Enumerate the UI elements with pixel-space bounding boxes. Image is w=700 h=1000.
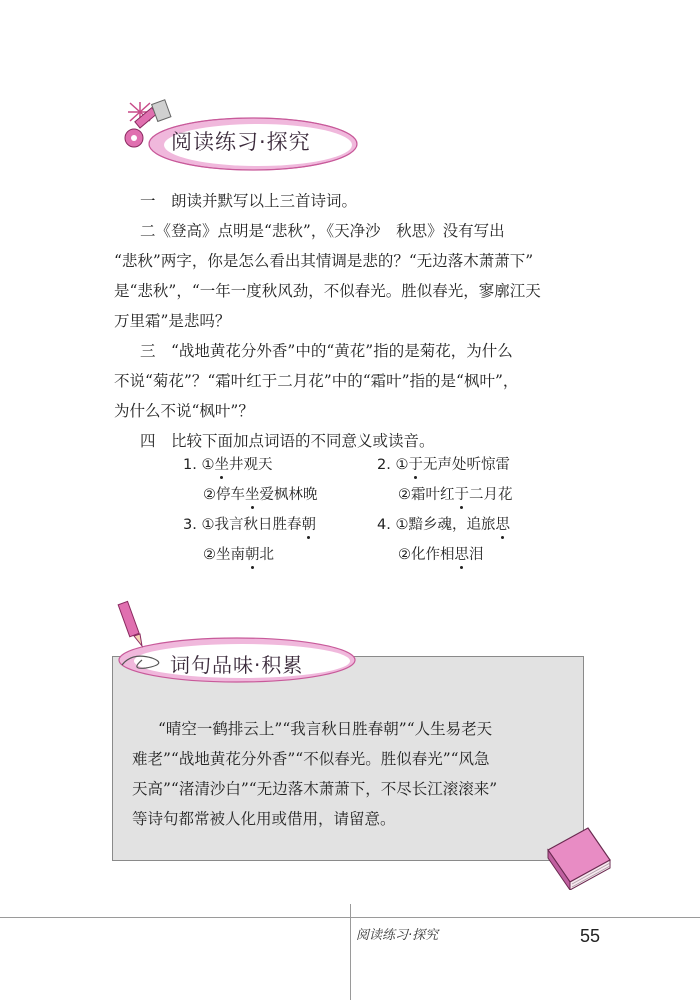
vocab-item-4-a (377, 513, 510, 534)
section-title-reading: 阅读练习·探究 (171, 130, 311, 154)
vocab-item-1-a (183, 453, 272, 474)
dotted-char: 思 (495, 513, 510, 534)
dotted-char: 于 (408, 453, 423, 474)
vocab-item-3-a (183, 513, 316, 534)
vocab-number: 2. (377, 457, 391, 473)
question-4: 四 比较下面加点词语的不同意义或读音。 (140, 432, 435, 450)
vocab-text: ②霜叶红 (398, 487, 455, 503)
vocab-text: ① (395, 457, 409, 473)
phrase-line: 难老”“战地黄花分外香”“不似春光。胜似春光”“风急 (132, 750, 490, 768)
dotted-char: 朝 (301, 513, 316, 534)
vocab-item-3-b (203, 543, 274, 564)
vocab-text: 井观天 (228, 457, 273, 473)
dotted-char: 朝 (245, 543, 260, 564)
page-number: 55 (580, 926, 601, 946)
footer-section-label: 阅读练习·探究 (356, 928, 439, 943)
phrase-line: 天高”“渚清沙白”“无边落木萧萧下，不尽长江滚滚来” (132, 780, 498, 798)
vocab-number: 4. (377, 517, 391, 533)
dotted-char: 思 (455, 543, 470, 564)
question-2-line: “悲秋”两字，你是怎么看出其情调是悲的？“无边落木萧萧下” (114, 252, 534, 270)
vocab-number: 3. (183, 517, 197, 533)
phrase-paragraph (132, 714, 574, 834)
vocab-text: 二月花 (469, 487, 513, 503)
question-3 (114, 336, 594, 426)
question-2-line: 万里霜”是悲吗？ (114, 312, 231, 330)
question-3-line: 不说“菊花”？“霜叶红于二月花”中的“霜叶”指的是“枫叶”， (114, 372, 519, 390)
question-3-line: 三 “战地黄花分外香”中的“黄花”指的是菊花，为什么 (140, 342, 513, 360)
vocab-text: 北 (259, 547, 274, 563)
vocab-item-2-a (377, 453, 510, 474)
question-3-line: 为什么不说“枫叶”？ (114, 402, 254, 420)
dotted-char: 坐 (245, 483, 260, 504)
book-icon (540, 820, 615, 890)
question-2-line: 二《登高》点明是“悲秋”，《天净沙 秋思》没有写出 (140, 222, 505, 240)
phrase-line: “晴空一鹤排云上”“我言秋日胜春朝”“人生易老天 (158, 720, 493, 738)
question-2-line: 是“悲秋”，“一年一度秋风劲，不似春光。胜似春光，寥廓江天 (114, 282, 541, 300)
vocab-text: ①我言秋日胜春 (201, 517, 302, 533)
phrase-line: 等诗句都常被人化用或借用，请留意。 (132, 810, 396, 828)
vocab-item-2-b (398, 483, 513, 504)
vocab-text: 泪 (469, 547, 484, 563)
pencil-icon (118, 601, 142, 646)
vocab-text: 无声处听惊雷 (422, 457, 510, 473)
vocab-text: ②坐南 (203, 547, 245, 563)
vocab-text: ②停车 (203, 487, 245, 503)
footer-divider (350, 904, 351, 1000)
section-title-phrases: 词句品味·积累 (170, 653, 304, 677)
vocab-number: 1. (183, 457, 197, 473)
vocab-text: ①黯乡魂，追旅 (395, 517, 496, 533)
question-1: 一 朗读并默写以上三首诗词。 (140, 192, 358, 210)
question-2 (114, 216, 594, 336)
vocab-text: ②化作相 (398, 547, 455, 563)
vocab-text: 爱枫林晚 (259, 487, 318, 503)
dotted-char: 于 (455, 483, 470, 504)
vocab-item-1-b (203, 483, 318, 504)
vocab-text: ① (201, 457, 215, 473)
vocab-item-4-b (398, 543, 484, 564)
dotted-char: 坐 (214, 453, 229, 474)
